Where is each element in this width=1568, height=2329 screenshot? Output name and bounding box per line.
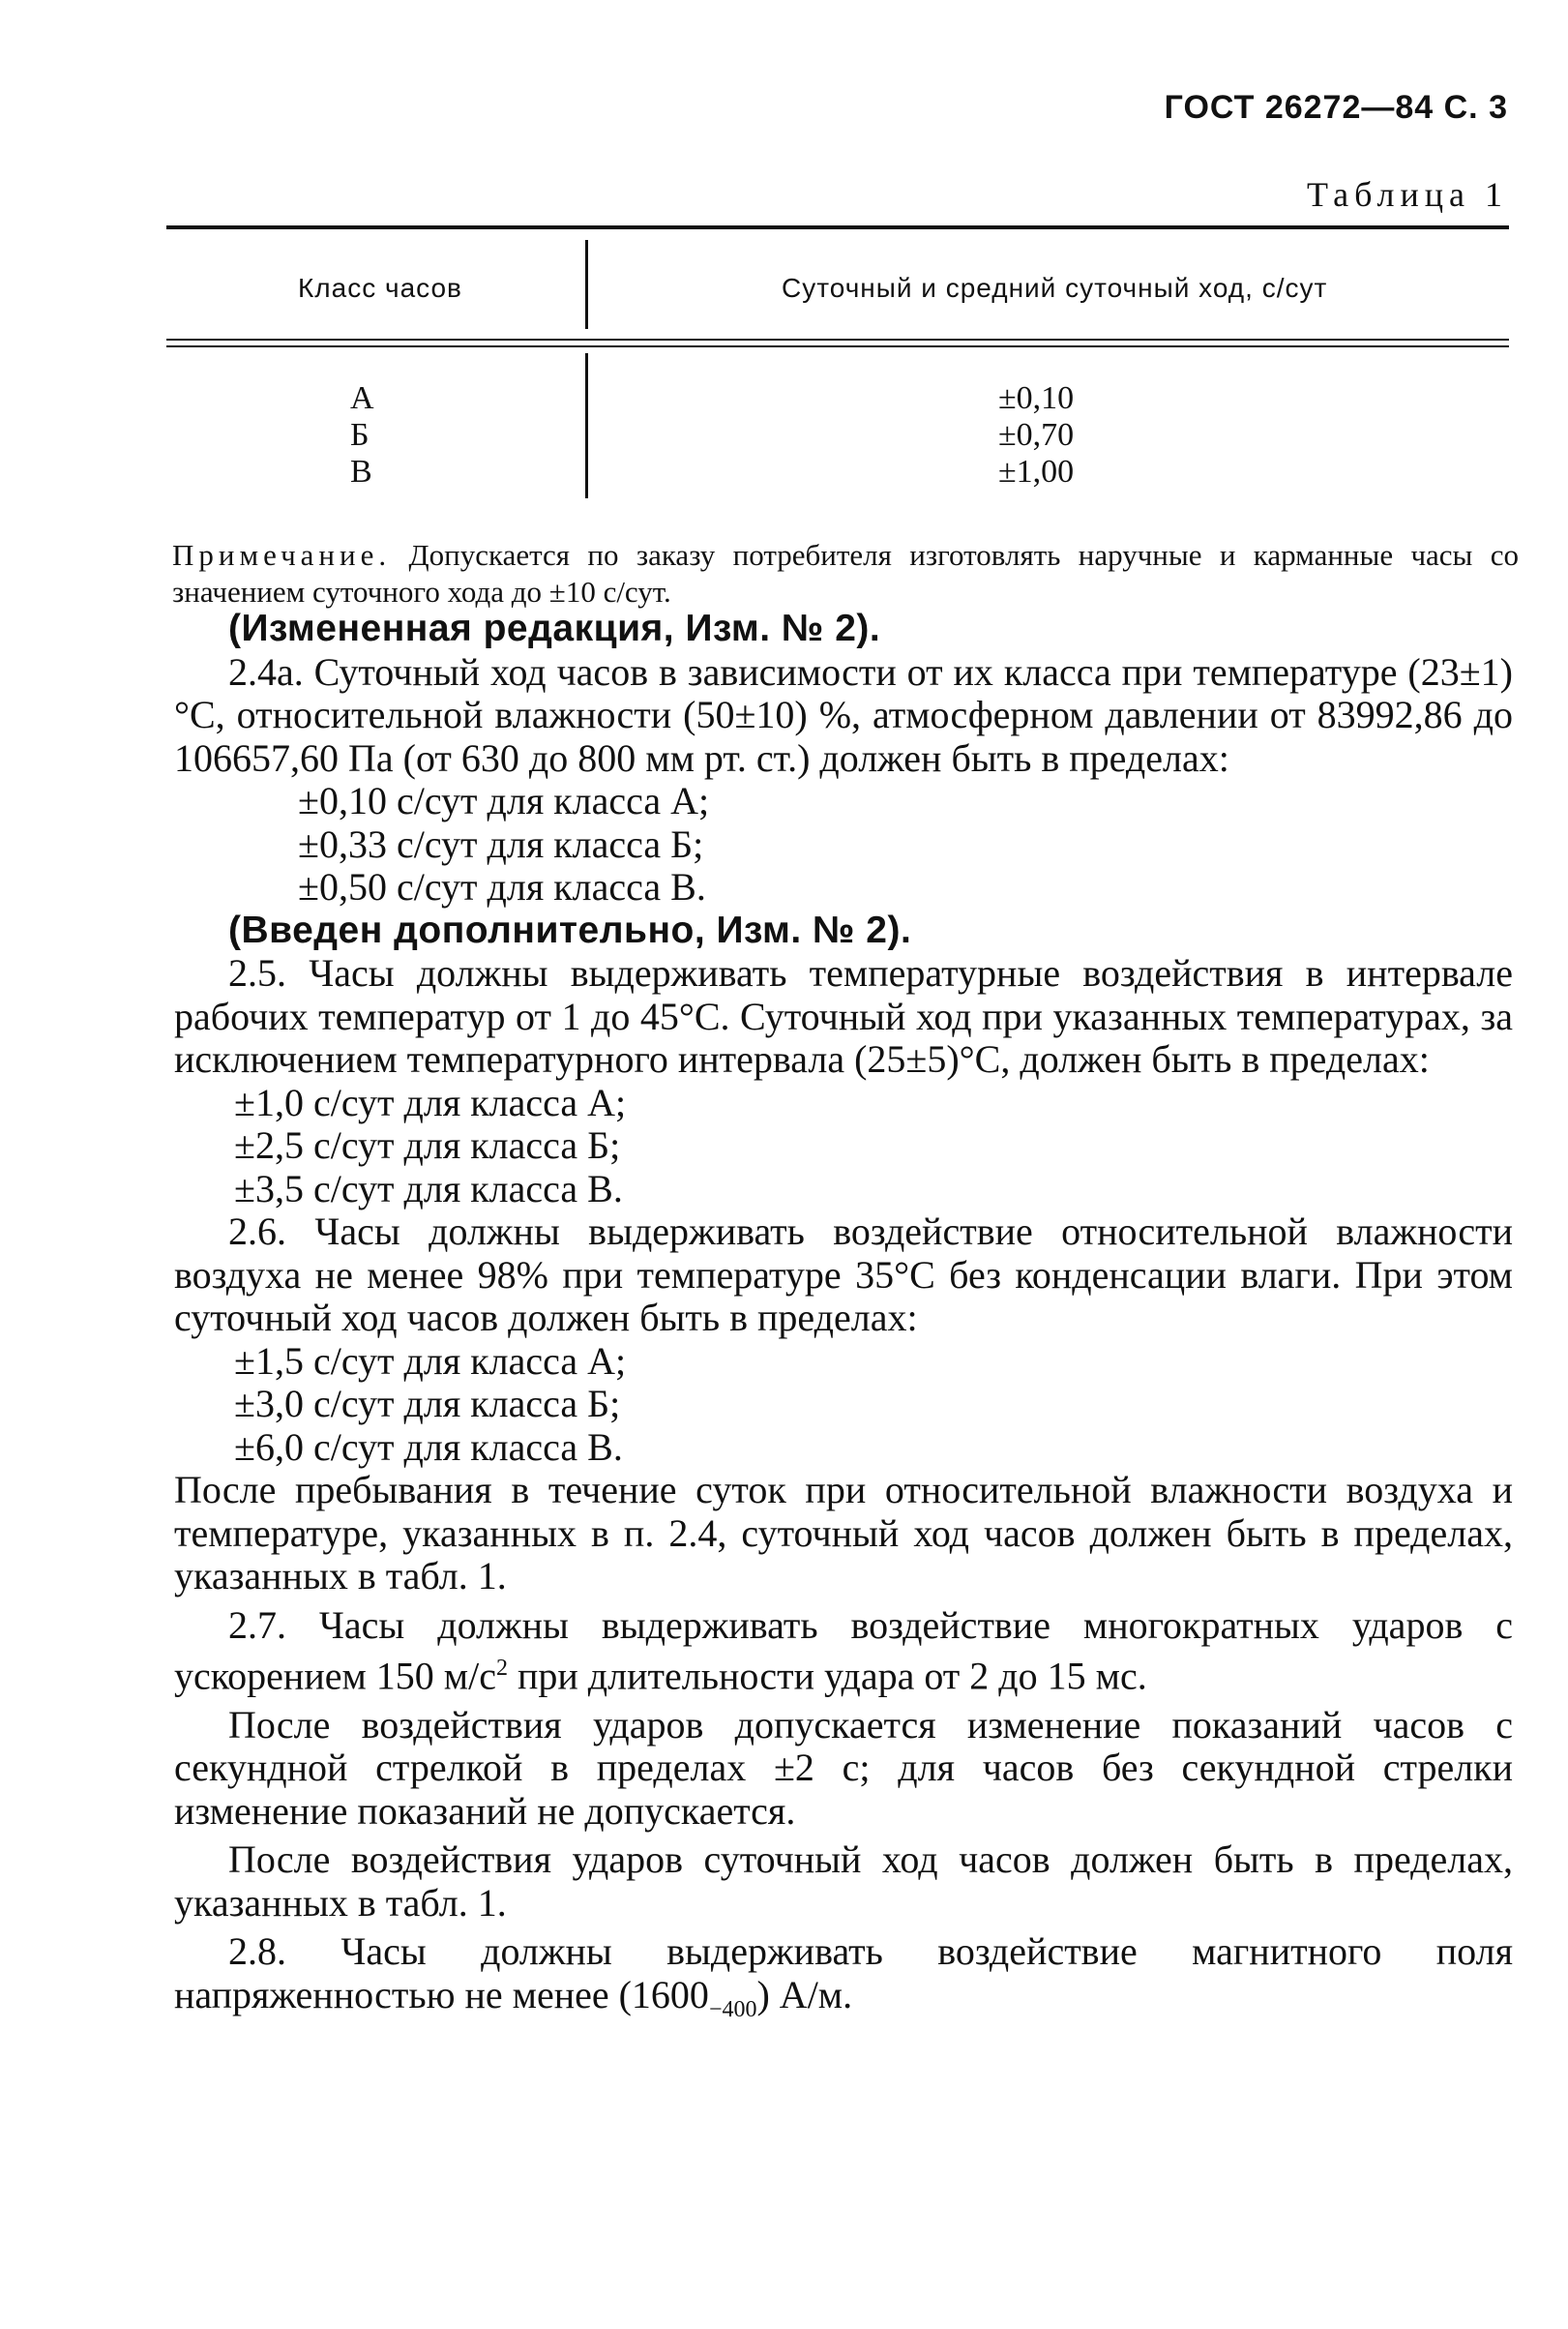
list-item: ±0,50 с/сут для класса В. <box>298 865 706 909</box>
list-item: ±0,10 с/сут для класса А; <box>298 779 710 822</box>
table-cell-value: ±0,10 <box>998 380 1075 416</box>
paragraph-2-8: 2.8. Часы должны выдерживать воздействие магнитного поля напряженностью не менее $(1600_{-400})$ А/м. <box>174 1929 1513 2022</box>
list-item: ±0,33 с/сут для класса Б; <box>298 821 704 866</box>
list-item: ±1,5 с/сут для класса А; <box>234 1338 627 1383</box>
list-item: ±2,5 с/сут для класса Б; <box>234 1123 621 1167</box>
table-cell-class: Б <box>350 417 370 453</box>
list-item: ±3,0 с/сут для класса Б; <box>234 1382 621 1425</box>
table-header-rule-1 <box>166 339 1509 341</box>
note-text: Допускается по заказу потребителя изготовлять наручные и карманные часы со значением суточного хода до ±10 с/сут. <box>172 538 1519 609</box>
table-label: Таблица 1 <box>1307 175 1508 214</box>
table-cell-class: В <box>350 454 372 490</box>
table-cell-value: ±0,70 <box>998 417 1075 453</box>
paragraph-2-6-after: После пребывания в течение суток при относительной влажности воздуха и температуре, указанных в п. 2.4, суточный ход часов должен быть в пределах, указанных в табл. 1. <box>174 1468 1513 1597</box>
paragraph-2-6: 2.6. Часы должны выдерживать воздействие относительной влажности воздуха не менее 98% при температуре 35°С без конденсации влаги. При этом суточный ход часов должен быть в пределах: <box>174 1209 1513 1339</box>
table-top-rule <box>166 225 1509 229</box>
list-item: ±6,0 с/сут для класса В. <box>234 1424 623 1469</box>
document-body <box>174 608 1513 2031</box>
paragraph-2-7-c: После воздействия ударов суточный ход часов должен быть в пределах, указанных в табл. 1. <box>174 1837 1513 1925</box>
paragraph-2-5: 2.5. Часы должны выдерживать температурные воздействия в интервале рабочих температур от 1 до 45°С. Суточный ход при указанных температурах, за исключением температурного интервала (25±5)°С, должен быть в пределах: <box>174 951 1513 1081</box>
table-body-divider <box>585 353 588 498</box>
paragraph-2-7: 2.7. Часы должны выдерживать воздействие многократных ударов с ускорением 150 $м/с^2$ при длительности удара от 2 до 15 мс. <box>174 1602 1513 1698</box>
page-header: ГОСТ 26272—84 С. 3 <box>1164 89 1508 126</box>
paragraph-2-7-b: После воздействия ударов допускается изменение показаний часов с секундной стрелкой в пределах ±2 с; для часов без секундной стрелки изменение показаний не допускается. <box>174 1702 1513 1833</box>
table-header-rule-2 <box>166 345 1509 347</box>
list-item: ±3,5 с/сут для класса В. <box>234 1166 623 1210</box>
note-lead: Примечание. <box>172 538 392 572</box>
table-note <box>172 537 1519 611</box>
paragraph-2-4a: 2.4а. Суточный ход часов в зависимости от их класса при температуре (23±1)°С, относительной влажности (50±10) %, атмосферном давлении от 83992,86 до 106657,60 Па (от 630 до 800 мм рт. ст.) должен быть в пределах: <box>174 649 1513 780</box>
table-cell-class: А <box>350 380 374 416</box>
table-value-column <box>998 380 1074 491</box>
table-header-class: Класс часов <box>298 273 462 303</box>
list-item: ±1,0 с/сут для класса А; <box>234 1080 627 1124</box>
table-class-column <box>350 380 374 491</box>
amendment-note: (Введен дополнительно, Изм. № 2). <box>228 909 912 951</box>
table-header-divider <box>585 240 588 329</box>
amendment-note: (Измененная редакция, Изм. № 2). <box>228 608 881 649</box>
table-cell-value: ±1,00 <box>998 454 1075 490</box>
table-header-rate: Суточный и средний суточный ход, с/сут <box>782 273 1328 303</box>
